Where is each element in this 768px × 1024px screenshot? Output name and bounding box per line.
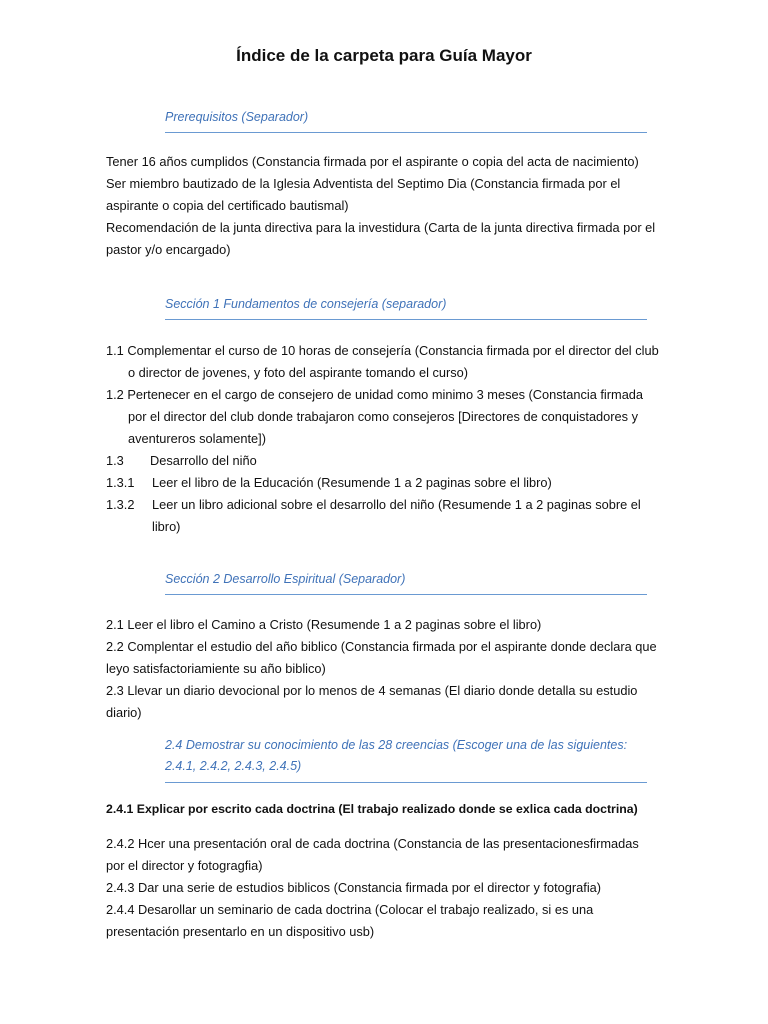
text-line: Tener 16 años cumplidos (Constancia firmada por el aspirante o copia del acta de nacimiento)	[106, 154, 639, 169]
seccion-2-block	[106, 614, 712, 724]
item-number: 1.3	[106, 453, 124, 468]
page-title: Índice de la carpeta para Guía Mayor	[236, 46, 532, 65]
text-line: por el director del club donde trabajaron como consejeros [Directores de conquistadores y	[128, 409, 639, 424]
text-line: 2.4.2 Hcer una presentación oral de cada doctrina (Constancia de las presentacionesfirmadas	[106, 836, 639, 851]
item-text: Desarrollo del niño	[150, 453, 257, 468]
heading-line: 2.4.1, 2.4.2, 2.4.3, 2.4.5)	[165, 759, 302, 773]
text-line: 1.2 Pertenecer en el cargo de consejero de unidad como minimo 3 meses (Constancia firmada	[106, 387, 644, 402]
list-item	[106, 450, 712, 472]
item-2-4-1	[106, 798, 712, 820]
items-2-4-2-to-2-4-4	[106, 833, 712, 943]
text-line: por el director y fotogragfia)	[106, 858, 263, 873]
text-line: aspirante o copia del certificado bautismal)	[106, 198, 349, 213]
text-line: Recomendación de la junta directiva para la investidura (Carta de la junta directiva firmada por el	[106, 220, 656, 235]
text-line: 2.4.1 Explicar por escrito cada doctrina (El trabajo realizado donde se exlica cada doctrina)	[106, 802, 638, 816]
heading-prerequisitos: Prerequisitos (Separador)	[165, 107, 647, 133]
text-line: presentación presentarlo en un dispositivo usb)	[106, 924, 375, 939]
text-line: 2.1 Leer el libro el Camino a Cristo (Resumende 1 a 2 paginas sobre el libro)	[106, 617, 542, 632]
list-item	[106, 472, 712, 494]
heading-seccion-1: Sección 1 Fundamentos de consejería (separador)	[165, 294, 647, 320]
item-text: Leer el libro de la Educación (Resumende 1 a 2 paginas sobre el libro)	[152, 475, 552, 490]
text-line: libro)	[152, 519, 181, 534]
list-item	[106, 494, 712, 516]
text-line: pastor y/o encargado)	[106, 242, 231, 257]
text-line: 1.1 Complementar el curso de 10 horas de consejería (Constancia firmada por el director del club	[106, 343, 659, 358]
heading-seccion-2: Sección 2 Desarrollo Espiritual (Separador)	[165, 569, 647, 595]
heading-seccion-2-4	[165, 735, 647, 783]
text-line: 2.4.4 Desarollar un seminario de cada doctrina (Colocar el trabajo realizado, si es una	[106, 902, 594, 917]
text-line: leyo satisfactoriamiente su año biblico)	[106, 661, 326, 676]
text-line: Ser miembro bautizado de la Iglesia Adventista del Septimo Dia (Constancia firmada por el	[106, 176, 621, 191]
prereq-block	[106, 151, 712, 261]
seccion-1-block	[106, 340, 712, 538]
text-line: 2.2 Complentar el estudio del año biblico (Constancia firmada por el aspirante donde declara que	[106, 639, 657, 654]
text-line: 2.4.3 Dar una serie de estudios biblicos (Constancia firmada por el director y fotografia)	[106, 880, 602, 895]
text-line: diario)	[106, 705, 142, 720]
item-text: Leer un libro adicional sobre el desarrollo del niño (Resumende 1 a 2 paginas sobre el	[152, 497, 641, 512]
item-number: 1.3.2	[106, 497, 135, 512]
text-line: o director de jovenes, y foto del aspirante tomando el curso)	[128, 365, 469, 380]
text-line: 2.3 Llevar un diario devocional por lo menos de 4 semanas (El diario donde detalla su estudio	[106, 683, 638, 698]
item-number: 1.3.1	[106, 475, 135, 490]
text-line: aventureros solamente])	[128, 431, 266, 446]
heading-line: 2.4 Demostrar su conocimiento de las 28 creencias (Escoger una de las siguientes:	[165, 738, 628, 752]
